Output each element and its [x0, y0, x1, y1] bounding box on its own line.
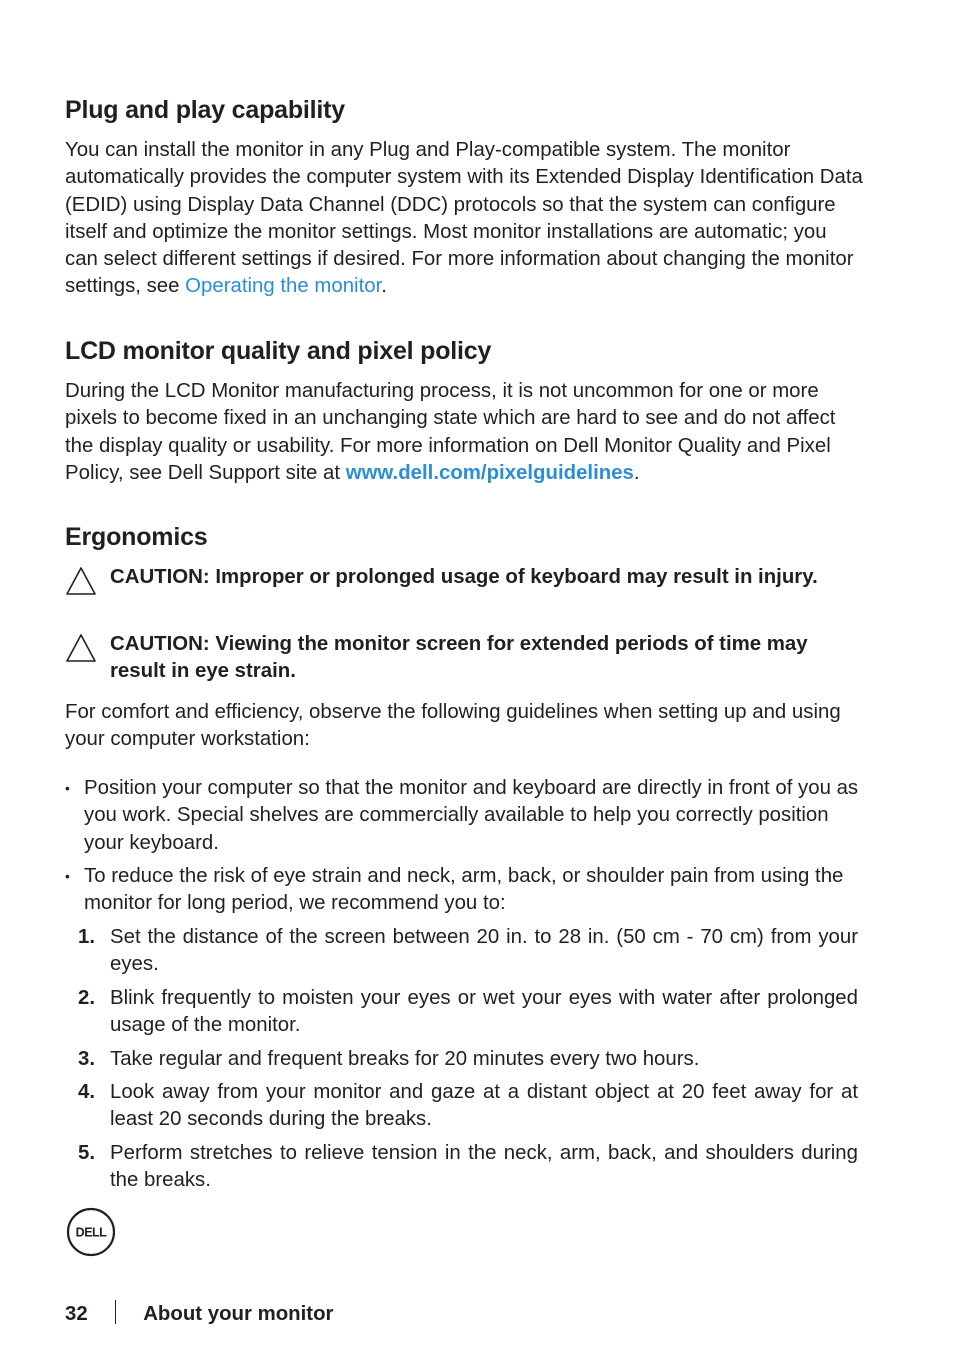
step-number: 3.	[78, 1048, 96, 1070]
footer-divider	[115, 1300, 117, 1324]
bullet-dot: •	[65, 780, 70, 796]
footer-section-title: About your monitor	[143, 1303, 334, 1325]
lcd-body-end: .	[633, 461, 640, 484]
step-text: Look away from your monitor and gaze at a distant object at 20 feet away for at least 20 seconds during the breaks.	[110, 1081, 858, 1131]
step-text: Set the distance of the screen between 20 in. to 28 in. (50 cm - 70 cm) from your eyes.	[110, 926, 858, 976]
page-number: 32	[65, 1303, 88, 1325]
bullet-dot: •	[65, 868, 70, 884]
dell-logo-icon	[66, 1207, 116, 1257]
step-text: Take regular and frequent breaks for 20 minutes every two hours.	[110, 1048, 700, 1070]
page-footer	[65, 1300, 333, 1328]
step-number: 5.	[78, 1142, 96, 1164]
caution-triangle-icon	[65, 633, 97, 663]
step-number: 2.	[78, 987, 96, 1009]
section-heading-plug-and-play: Plug and play capability	[65, 96, 345, 124]
section-heading-ergonomics: Ergonomics	[65, 523, 208, 551]
lcd-body-text: During the LCD Monitor manufacturing process, it is not uncommon for one or more pixels to become fixed in an unchanging state which are hard to see and do not affect the display quality or usability. For more information on Dell Monitor Quality and Pixel Policy, see Dell Support site at	[65, 380, 836, 484]
svg-text:DELL: DELL	[75, 1225, 107, 1240]
caution-keyboard-text: CAUTION: Improper or prolonged usage of keyboard may result in injury.	[110, 566, 818, 588]
plug-body-text: You can install the monitor in any Plug and Play-compatible system. The monitor automatically provides the computer system with its Extended Display Identification Data (EDID) using Display Data Channel (DDC) protocols so that the system can configure itself and optimize the monitor settings. Most monitor installations are automatic; you can select different settings if desired. For more information about changing the monitor settings, see	[65, 139, 863, 298]
pixel-guidelines-link[interactable]: www.dell.com/pixelguidelines	[345, 461, 634, 484]
bullet-text: To reduce the risk of eye strain and neck, arm, back, or shoulder pain from using the monitor for long period, we recommend you to:	[84, 865, 844, 915]
plug-body-end: .	[381, 275, 387, 298]
plug-and-play-paragraph	[65, 137, 865, 301]
section-heading-lcd-policy: LCD monitor quality and pixel policy	[65, 337, 492, 365]
caution-eye-strain-text: CAUTION: Viewing the monitor screen for extended periods of time may result in eye strain.	[110, 633, 808, 683]
step-number: 1.	[78, 926, 96, 948]
operating-the-monitor-link[interactable]: Operating the monitor	[185, 275, 382, 298]
step-text: Perform stretches to relieve tension in the neck, arm, back, and shoulders during the breaks.	[110, 1142, 858, 1192]
step-number: 4.	[78, 1081, 96, 1103]
bullet-text: Position your computer so that the monitor and keyboard are directly in front of you as you work. Special shelves are commercially available to help you correctly position your keyboard.	[84, 777, 859, 854]
caution-triangle-icon	[65, 566, 97, 596]
step-text: Blink frequently to moisten your eyes or wet your eyes with water after prolonged usage of the monitor.	[110, 987, 858, 1037]
ergonomics-intro: For comfort and efficiency, observe the following guidelines when setting up and using your computer workstation:	[65, 701, 841, 751]
lcd-policy-paragraph	[65, 378, 865, 487]
